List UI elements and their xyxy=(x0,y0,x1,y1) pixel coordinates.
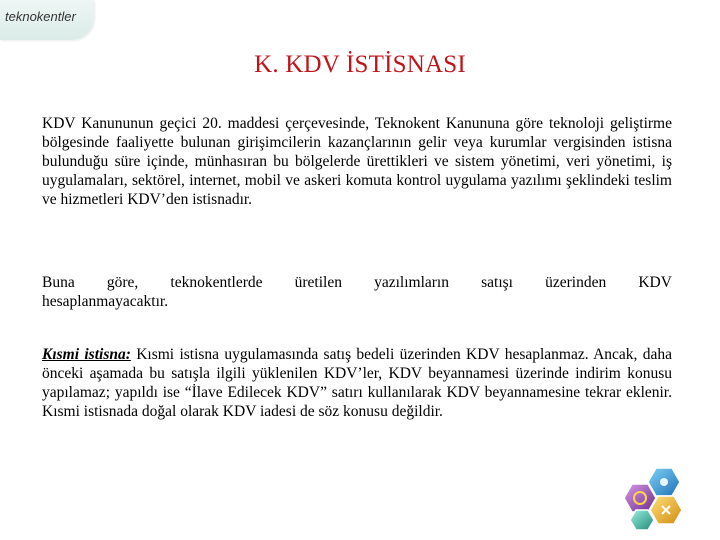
partial-exemption-label: Kısmi istisna: xyxy=(42,346,131,363)
paragraph-partial-exemption xyxy=(42,345,672,421)
word: Buna xyxy=(42,274,75,291)
paragraph-kdv-exemption: KDV Kanununun geçici 20. maddesi çerçevesinde, Teknokent Kanununa göre teknoloji geliştirme bölgesinde faaliyette bulunan girişimcilerin kazançlarının gelir veya kurumlar vergisinden istisna bulunduğu süre içinde, münhasıran bu bölgelerde ürettikleri ve sistem yönetimi, veri yönetimi, iş uygulamaları, sektörel, internet, mobil ve askeri komuta kontrol uygulama yazılımı şeklindeki teslim ve hizmetleri KDV’den istisnadır. xyxy=(42,115,672,209)
word: KDV xyxy=(638,274,672,291)
word: yazılımların xyxy=(374,274,449,291)
word: satışı xyxy=(481,274,513,291)
partial-exemption-text: Kısmi istisna uygulamasında satış bedeli üzerinden KDV hesaplanmaz. Ancak, daha önceki aşamada bu satışla ilgili yüklenilen KDV’ler, KDV beyannamesi üzerinde indirim konusu yapılamaz; yapıldı ise “İlave Edilecek KDV” satırı kullanılarak KDV beyannamesine tekrar eklenir. Kısmi istisnada doğal olarak KDV iadesi de söz konusu değildir. xyxy=(42,346,672,421)
word: teknokentlerde xyxy=(170,274,263,291)
paragraph-line: hesaplanmayacaktır. xyxy=(42,293,169,311)
hexagon-tile xyxy=(630,510,654,530)
hexagon-tech-logo-icon xyxy=(618,466,690,532)
word: üzerinden xyxy=(545,274,607,291)
brand-label: teknokentler xyxy=(5,9,76,24)
paragraph-software-sales xyxy=(42,273,672,311)
brand-tab xyxy=(0,0,94,40)
word: üretilen xyxy=(294,274,342,291)
page-title: K. KDV İSTİSNASI xyxy=(254,51,466,78)
word: göre, xyxy=(106,274,139,291)
paragraph-line xyxy=(42,273,672,292)
